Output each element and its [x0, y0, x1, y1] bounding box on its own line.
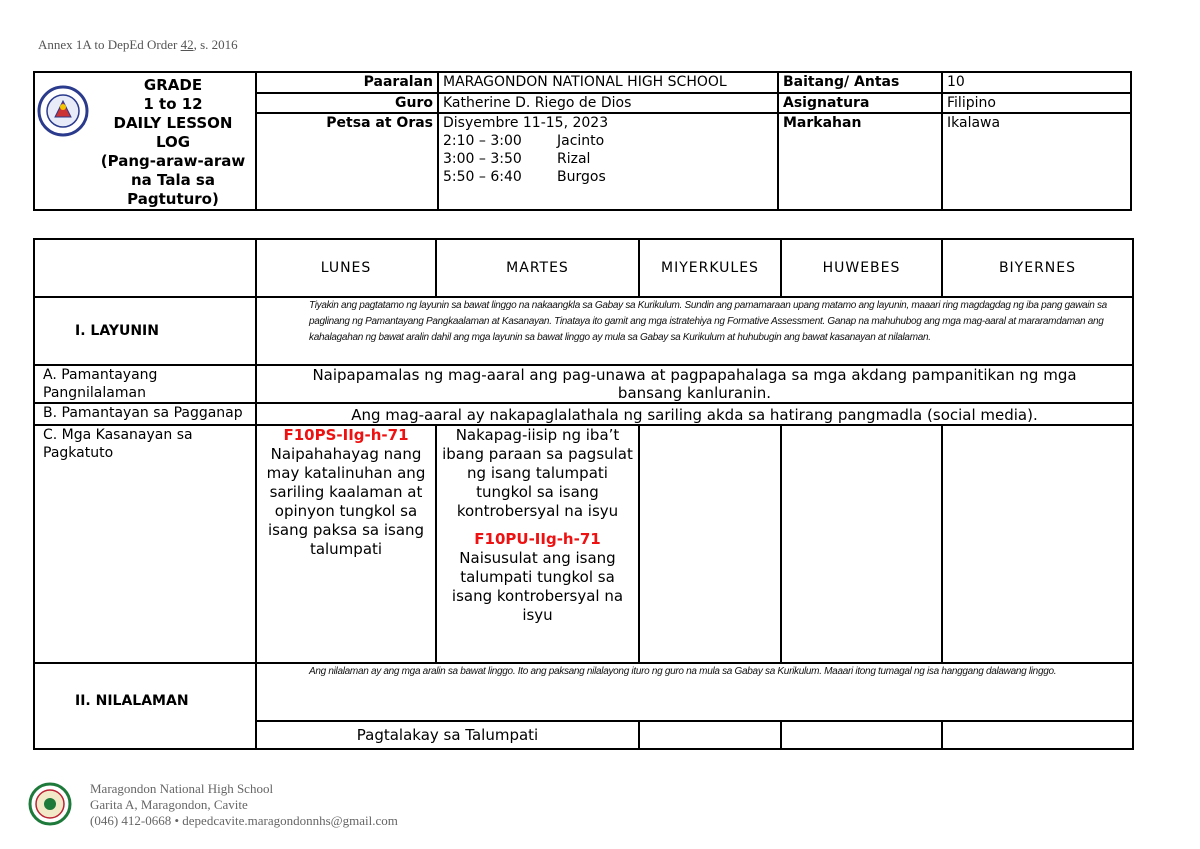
competency-text: Nakapag-iisip ng iba’t ibang paraan sa pagsulat ng isang talumpati tungkol sa isang kontrobersyal na isyu [442, 426, 633, 520]
footer-info [90, 781, 398, 829]
layunin-title: I. LAYUNIN [34, 297, 256, 365]
nilalaman-huwebes [781, 721, 942, 749]
petsa-label: Petsa at Oras [256, 113, 438, 210]
guro-label: Guro [256, 93, 438, 114]
grade-line: DAILY LESSON [113, 114, 233, 132]
schedule-row: 3:00 – 3:50 Rizal [443, 151, 591, 168]
baitang-label: Baitang/ Antas [778, 72, 942, 93]
grade-line: (Pang-araw-araw [100, 152, 246, 170]
header-table [33, 71, 1132, 211]
footer-school: Maragondon National High School [90, 781, 274, 796]
competency-code: F10PU-IIg-h-71 [474, 530, 601, 548]
competency-code: F10PS-IIg-h-71 [283, 426, 409, 444]
nilalaman-biyernes [942, 721, 1133, 749]
day-header-huwebes: HUWEBES [781, 239, 942, 297]
markahan-label: Markahan [778, 113, 942, 210]
footer-address: Garita A, Maragondon, Cavite [90, 797, 248, 812]
grade-title-cell [34, 72, 256, 210]
guro-value: Katherine D. Riego de Dios [438, 93, 778, 114]
competency-text: Naipahahayag nang may katalinuhan ang sariling kaalaman at opinyon tungkol sa isang paksa sa isang talumpati [266, 445, 426, 558]
nilalaman-title: II. NILALAMAN [34, 663, 256, 749]
pamantayang-text: Naipapamalas ng mag-aaral ang pag-unawa at pagpapahalaga sa mga akdang pampanitikan ng mga bansang kanluranin. [256, 365, 1133, 403]
pagganap-label: B. Pamantayan sa Pagganap [34, 403, 256, 425]
baitang-value: 10 [942, 72, 1131, 93]
grade-line: LOG [155, 133, 191, 151]
day-header-miyerkules: MIYERKULES [639, 239, 781, 297]
petsa-date: Disyembre 11-15, 2023 [443, 115, 609, 132]
footer-contact: (046) 412-0668 • depedcavite.maragondonnhs@gmail.com [90, 813, 398, 828]
deped-seal-icon [37, 85, 89, 137]
asignatura-label: Asignatura [778, 93, 942, 114]
annex-reference: Annex 1A to DepEd Order 42, s. 2016 [38, 37, 238, 52]
kasanayan-label: C. Mga Kasanayan sa Pagkatuto [34, 425, 256, 663]
grade-line: na Tala sa [131, 171, 215, 189]
lesson-table [33, 238, 1134, 750]
grade-line: GRADE [143, 76, 203, 94]
school-logo-icon [28, 782, 72, 826]
grade-line: 1 to 12 [143, 95, 203, 113]
competency-text: Naisusulat ang isang talumpati tungkol sa isang kontrobersyal na isyu [451, 549, 624, 624]
asignatura-value: Filipino [942, 93, 1131, 114]
layunin-note: Tiyakin ang pagtatamo ng layunin sa bawat linggo na nakaangkla sa Gabay sa Kurikulum. Sundin ang pamamaraan upang matamo ang layunin, maaari ring magdagdag ng iba pang gawain sa paglinang ng Pamantayang Pangkaalaman at Kasanayan. Tinataya ito gamit ang mga istratehiya ng Formative Assessment. Ganap na mahuhubog ang mga mag-aaral at mararamdaman ang kahalagahan ng bawat aralin dahil ang mga layunin sa bawat linggo ay mula sa Gabay sa Kurikulum at huhubugin ang bawat kasanayan at nilalaman. [256, 297, 1133, 365]
nilalaman-topic: Pagtalakay sa Talumpati [256, 721, 639, 749]
schedule-row: 2:10 – 3:00 Jacinto [443, 133, 605, 150]
corner-cell [34, 239, 256, 297]
kasanayan-martes [436, 425, 639, 663]
day-header-biyernes: BIYERNES [942, 239, 1133, 297]
pamantayang-label: A. Pamantayang Pangnilalaman [34, 365, 256, 403]
nilalaman-miyerkules [639, 721, 781, 749]
nilalaman-note: Ang nilalaman ay ang mga aralin sa bawat linggo. Ito ang paksang nilalayong ituro ng guro na mula sa Gabay sa Kurikulum. Maaari itong tumagal ng isa hanggang dalawang linggo. [256, 663, 1133, 721]
markahan-value: Ikalawa [942, 113, 1131, 210]
schedule-row: 5:50 – 6:40 Burgos [443, 169, 606, 186]
pagganap-text: Ang mag-aaral ay nakapaglalathala ng sariling akda sa hatirang pangmadla (social media). [256, 403, 1133, 425]
kasanayan-huwebes [781, 425, 942, 663]
paaralan-label: Paaralan [256, 72, 438, 93]
kasanayan-biyernes [942, 425, 1133, 663]
grade-line: Pagtuturo) [127, 190, 219, 208]
day-header-lunes: LUNES [256, 239, 436, 297]
day-header-martes: MARTES [436, 239, 639, 297]
petsa-value [438, 113, 778, 210]
kasanayan-lunes [256, 425, 436, 663]
paaralan-value: MARAGONDON NATIONAL HIGH SCHOOL [438, 72, 778, 93]
kasanayan-miyerkules [639, 425, 781, 663]
